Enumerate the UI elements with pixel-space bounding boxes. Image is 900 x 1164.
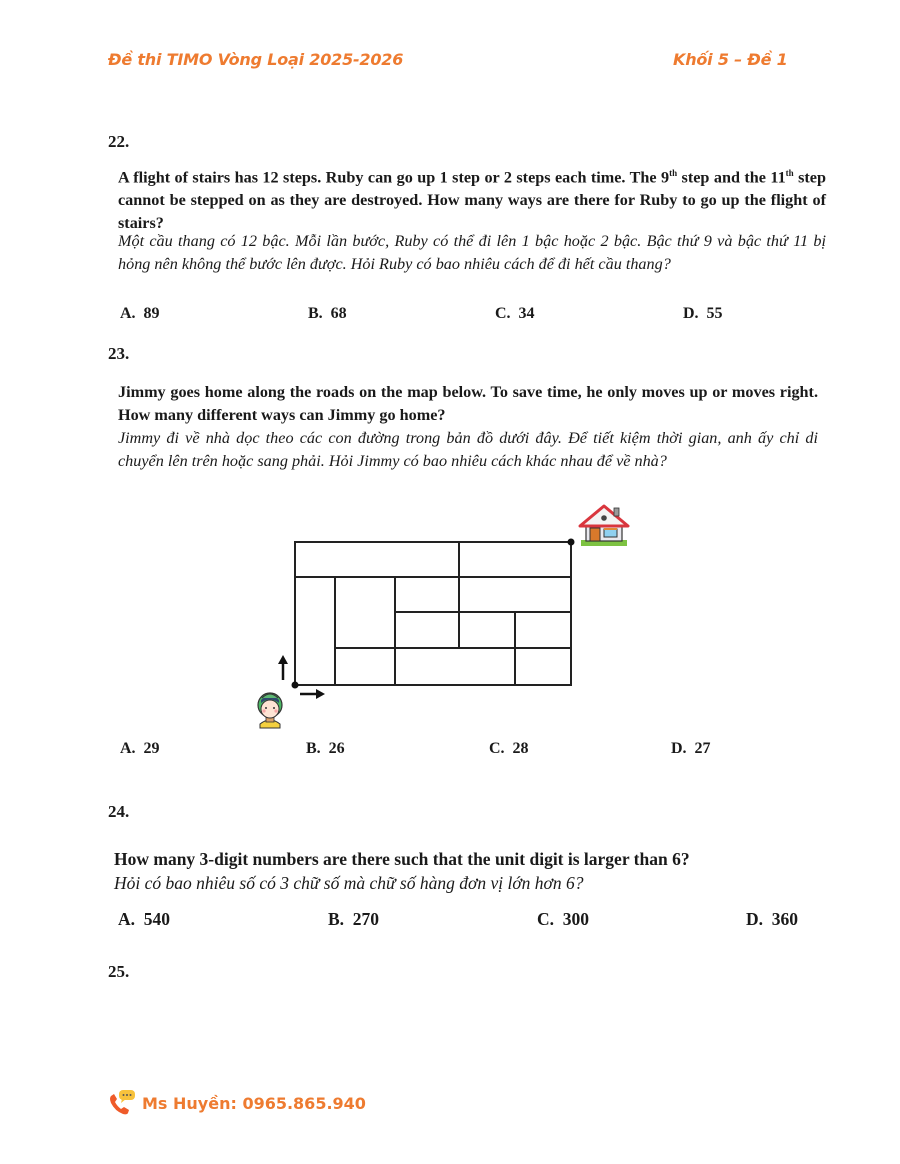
road-grid <box>295 542 571 685</box>
option-d[interactable]: D. 55 <box>683 305 723 322</box>
grade-and-test-number: Khối 5 – Đề 1 <box>673 50 788 69</box>
option-b[interactable]: B. 68 <box>308 305 347 322</box>
q22-text-part: A flight of stairs has 12 steps. Ruby can go up 1 step or 2 steps each time. The 9 <box>118 168 670 187</box>
house-icon <box>580 506 628 546</box>
question-23-options <box>120 740 820 762</box>
option-b[interactable]: B. 270 <box>328 909 380 929</box>
arrow-up-icon <box>278 655 288 680</box>
question-24-english: How many 3-digit numbers are there such that the unit digit is larger than 6? <box>114 849 690 869</box>
q22-text-part: step and the 11 <box>677 168 786 187</box>
boy-with-green-cap-icon <box>258 693 282 728</box>
question-23-vietnamese: Jimmy đi về nhà dọc theo các con đường trong bản đồ dưới đây. Để tiết kiệm thời gian, anh ấy chỉ di chuyển lên trên hoặc sang phải. Hỏi Jimmy có bao nhiêu cách khác nhau để về nhà? <box>118 429 818 470</box>
question-22-english <box>118 162 826 235</box>
question-22-options <box>120 305 820 327</box>
end-point <box>568 539 575 546</box>
question-24-options <box>118 909 818 931</box>
question-22-vietnamese: Một cầu thang có 12 bậc. Mỗi lần bước, Ruby có thể đi lên 1 bậc hoặc 2 bậc. Bậc thứ 9 và bậc thứ 11 bị hỏng nên không thể bước lên được. Hỏi Ruby có bao nhiêu cách để đi hết cầu thang? <box>118 232 826 273</box>
arrow-right-icon <box>300 689 325 699</box>
question-25-number: 25. <box>108 962 130 981</box>
footer-contact <box>108 1090 366 1116</box>
superscript-th: th <box>669 168 678 178</box>
exam-title: Đề thi TIMO Vòng Loại 2025-2026 <box>108 50 404 69</box>
option-c[interactable]: C. 34 <box>495 305 535 322</box>
question-24-number: 24. <box>108 802 130 821</box>
superscript-th: th <box>785 168 794 178</box>
phone-chat-icon <box>108 1090 138 1116</box>
option-d[interactable]: D. 360 <box>746 909 799 929</box>
option-b[interactable]: B. 26 <box>306 740 345 757</box>
contact-text: Ms Huyền: 0965.865.940 <box>142 1093 366 1113</box>
road-map-diagram <box>240 495 640 735</box>
question-24-vietnamese: Hỏi có bao nhiêu số có 3 chữ số mà chữ số hàng đơn vị lớn hơn 6? <box>114 873 584 893</box>
question-23-english: Jimmy goes home along the roads on the map below. To save time, he only moves up or moves right. How many different ways can Jimmy go home? <box>118 383 818 424</box>
option-a[interactable]: A. 29 <box>120 740 160 757</box>
option-a[interactable]: A. 89 <box>120 305 160 322</box>
q22-text-part: step cannot be stepped on as they are destroyed. How many ways are there for Ruby to go up the flight of stairs? <box>118 168 826 233</box>
start-point <box>292 682 299 689</box>
question-23-number: 23. <box>108 344 130 363</box>
option-d[interactable]: D. 27 <box>671 740 711 757</box>
option-c[interactable]: C. 28 <box>489 740 529 757</box>
option-a[interactable]: A. 540 <box>118 909 171 929</box>
option-c[interactable]: C. 300 <box>537 909 590 929</box>
question-22-number: 22. <box>108 132 130 151</box>
map-outer-border <box>295 542 571 685</box>
